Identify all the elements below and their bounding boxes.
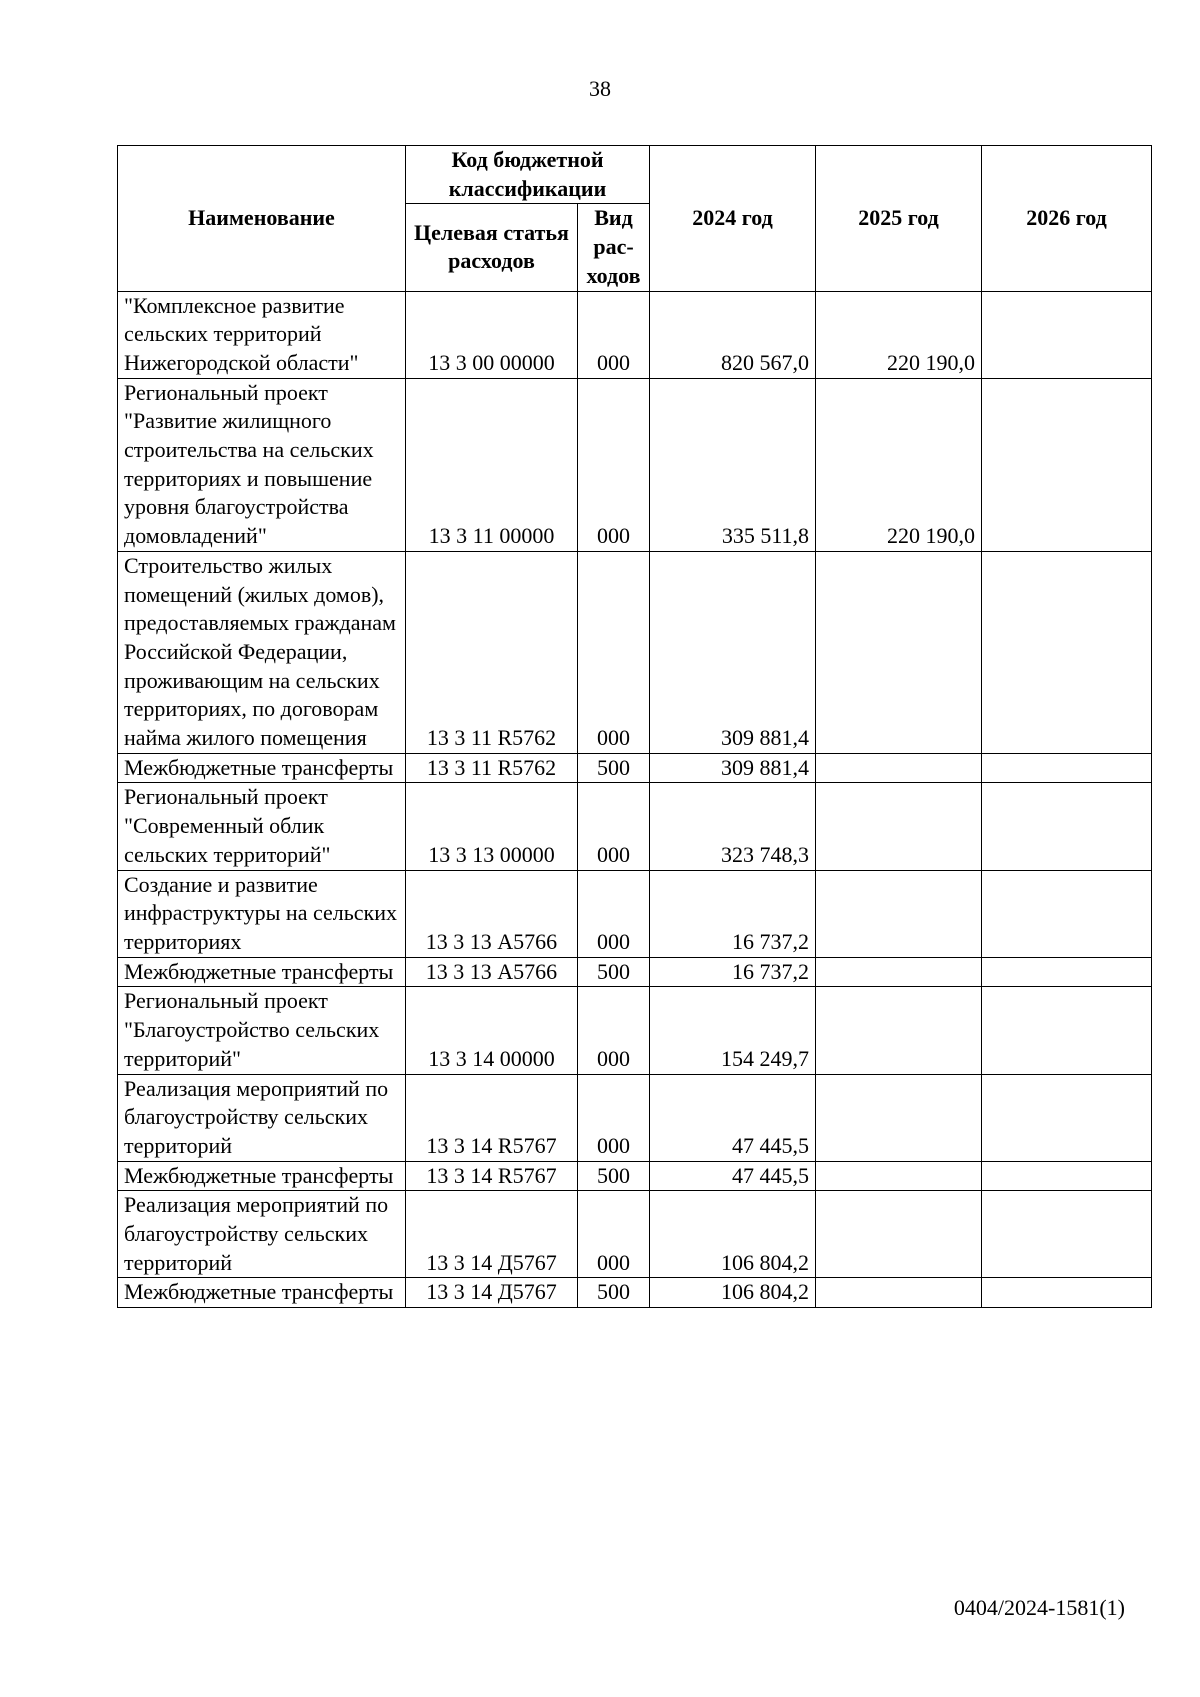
row-2026 [982,378,1152,551]
row-code: 13 3 11 R5762 [406,753,578,783]
row-expense-kind: 500 [578,753,650,783]
header-row [118,146,1152,204]
page-number: 38 [589,76,611,101]
row-2025 [816,987,982,1074]
row-name: Межбюджетные трансферты [118,1161,406,1191]
table-row [118,378,1152,551]
table-row [118,1278,1152,1308]
row-2025 [816,957,982,987]
row-2025 [816,870,982,957]
row-2024: 154 249,7 [650,987,816,1074]
row-code: 13 3 14 00000 [406,987,578,1074]
row-2024: 309 881,4 [650,753,816,783]
row-name: "Комплексное развитие сельских территорий Нижегородской области" [118,291,406,378]
row-2025 [816,753,982,783]
row-2026 [982,291,1152,378]
row-2026 [982,1278,1152,1308]
row-2024: 47 445,5 [650,1161,816,1191]
budget-table [117,145,1152,1308]
row-code: 13 3 14 R5767 [406,1074,578,1161]
table-row [118,957,1152,987]
row-2024: 335 511,8 [650,378,816,551]
table-row [118,783,1152,870]
row-code: 13 3 11 R5762 [406,551,578,753]
row-name: Региональный проект "Современный облик сельских территорий" [118,783,406,870]
row-2024: 16 737,2 [650,957,816,987]
row-expense-kind: 500 [578,1278,650,1308]
row-expense-kind: 000 [578,551,650,753]
table-row [118,870,1152,957]
row-expense-kind: 000 [578,870,650,957]
row-2024: 309 881,4 [650,551,816,753]
row-2026 [982,870,1152,957]
header-target-article: Целевая статья расходов [406,204,578,291]
row-2025 [816,1191,982,1278]
row-2025 [816,1074,982,1161]
row-expense-kind: 000 [578,378,650,551]
row-name: Межбюджетные трансферты [118,753,406,783]
header-expense-kind: Вид рас-ходов [578,204,650,291]
row-code: 13 3 14 Д5767 [406,1278,578,1308]
row-2026 [982,1191,1152,1278]
header-code-group: Код бюджетной классификации [406,146,650,204]
row-2026 [982,987,1152,1074]
row-name: Региональный проект "Развитие жилищного строительства на сельских территориях и повышение уровня благоустройства домовладений" [118,378,406,551]
table-row [118,987,1152,1074]
row-expense-kind: 000 [578,987,650,1074]
row-2024: 16 737,2 [650,870,816,957]
document-number: 0404/2024-1581(1) [953,1595,1125,1620]
row-2026 [982,1074,1152,1161]
row-2026 [982,551,1152,753]
row-2024: 106 804,2 [650,1278,816,1308]
row-name: Реализация мероприятий по благоустройству сельских территорий [118,1074,406,1161]
row-expense-kind: 500 [578,1161,650,1191]
row-expense-kind: 000 [578,291,650,378]
table-row [118,551,1152,753]
row-code: 13 3 13 А5766 [406,870,578,957]
row-2025: 220 190,0 [816,291,982,378]
table-row [118,291,1152,378]
row-2024: 47 445,5 [650,1074,816,1161]
row-2024: 323 748,3 [650,783,816,870]
row-2025 [816,551,982,753]
row-2026 [982,1161,1152,1191]
table-row [118,753,1152,783]
row-2024: 820 567,0 [650,291,816,378]
row-code: 13 3 11 00000 [406,378,578,551]
row-expense-kind: 000 [578,783,650,870]
table-row [118,1191,1152,1278]
row-2026 [982,753,1152,783]
row-code: 13 3 13 А5766 [406,957,578,987]
header-2026: 2026 год [982,146,1152,292]
row-2026 [982,957,1152,987]
row-2026 [982,783,1152,870]
row-code: 13 3 13 00000 [406,783,578,870]
row-2025: 220 190,0 [816,378,982,551]
row-code: 13 3 00 00000 [406,291,578,378]
row-expense-kind: 000 [578,1074,650,1161]
budget-body [118,291,1152,1308]
row-name: Межбюджетные трансферты [118,1278,406,1308]
header-2024: 2024 год [650,146,816,292]
row-expense-kind: 000 [578,1191,650,1278]
row-2024: 106 804,2 [650,1191,816,1278]
row-2025 [816,783,982,870]
row-name: Строительство жилых помещений (жилых домов), предоставляемых гражданам Российской Федерации, проживающим на сельских территориях, по договорам найма жилого помещения [118,551,406,753]
header-2025: 2025 год [816,146,982,292]
row-expense-kind: 500 [578,957,650,987]
row-code: 13 3 14 Д5767 [406,1191,578,1278]
row-name: Реализация мероприятий по благоустройству сельских территорий [118,1191,406,1278]
row-name: Межбюджетные трансферты [118,957,406,987]
row-2025 [816,1278,982,1308]
row-2025 [816,1161,982,1191]
row-name: Региональный проект "Благоустройство сельских территорий" [118,987,406,1074]
row-code: 13 3 14 R5767 [406,1161,578,1191]
table-row [118,1161,1152,1191]
row-name: Создание и развитие инфраструктуры на сельских территориях [118,870,406,957]
header-name: Наименование [118,146,406,292]
table-row [118,1074,1152,1161]
